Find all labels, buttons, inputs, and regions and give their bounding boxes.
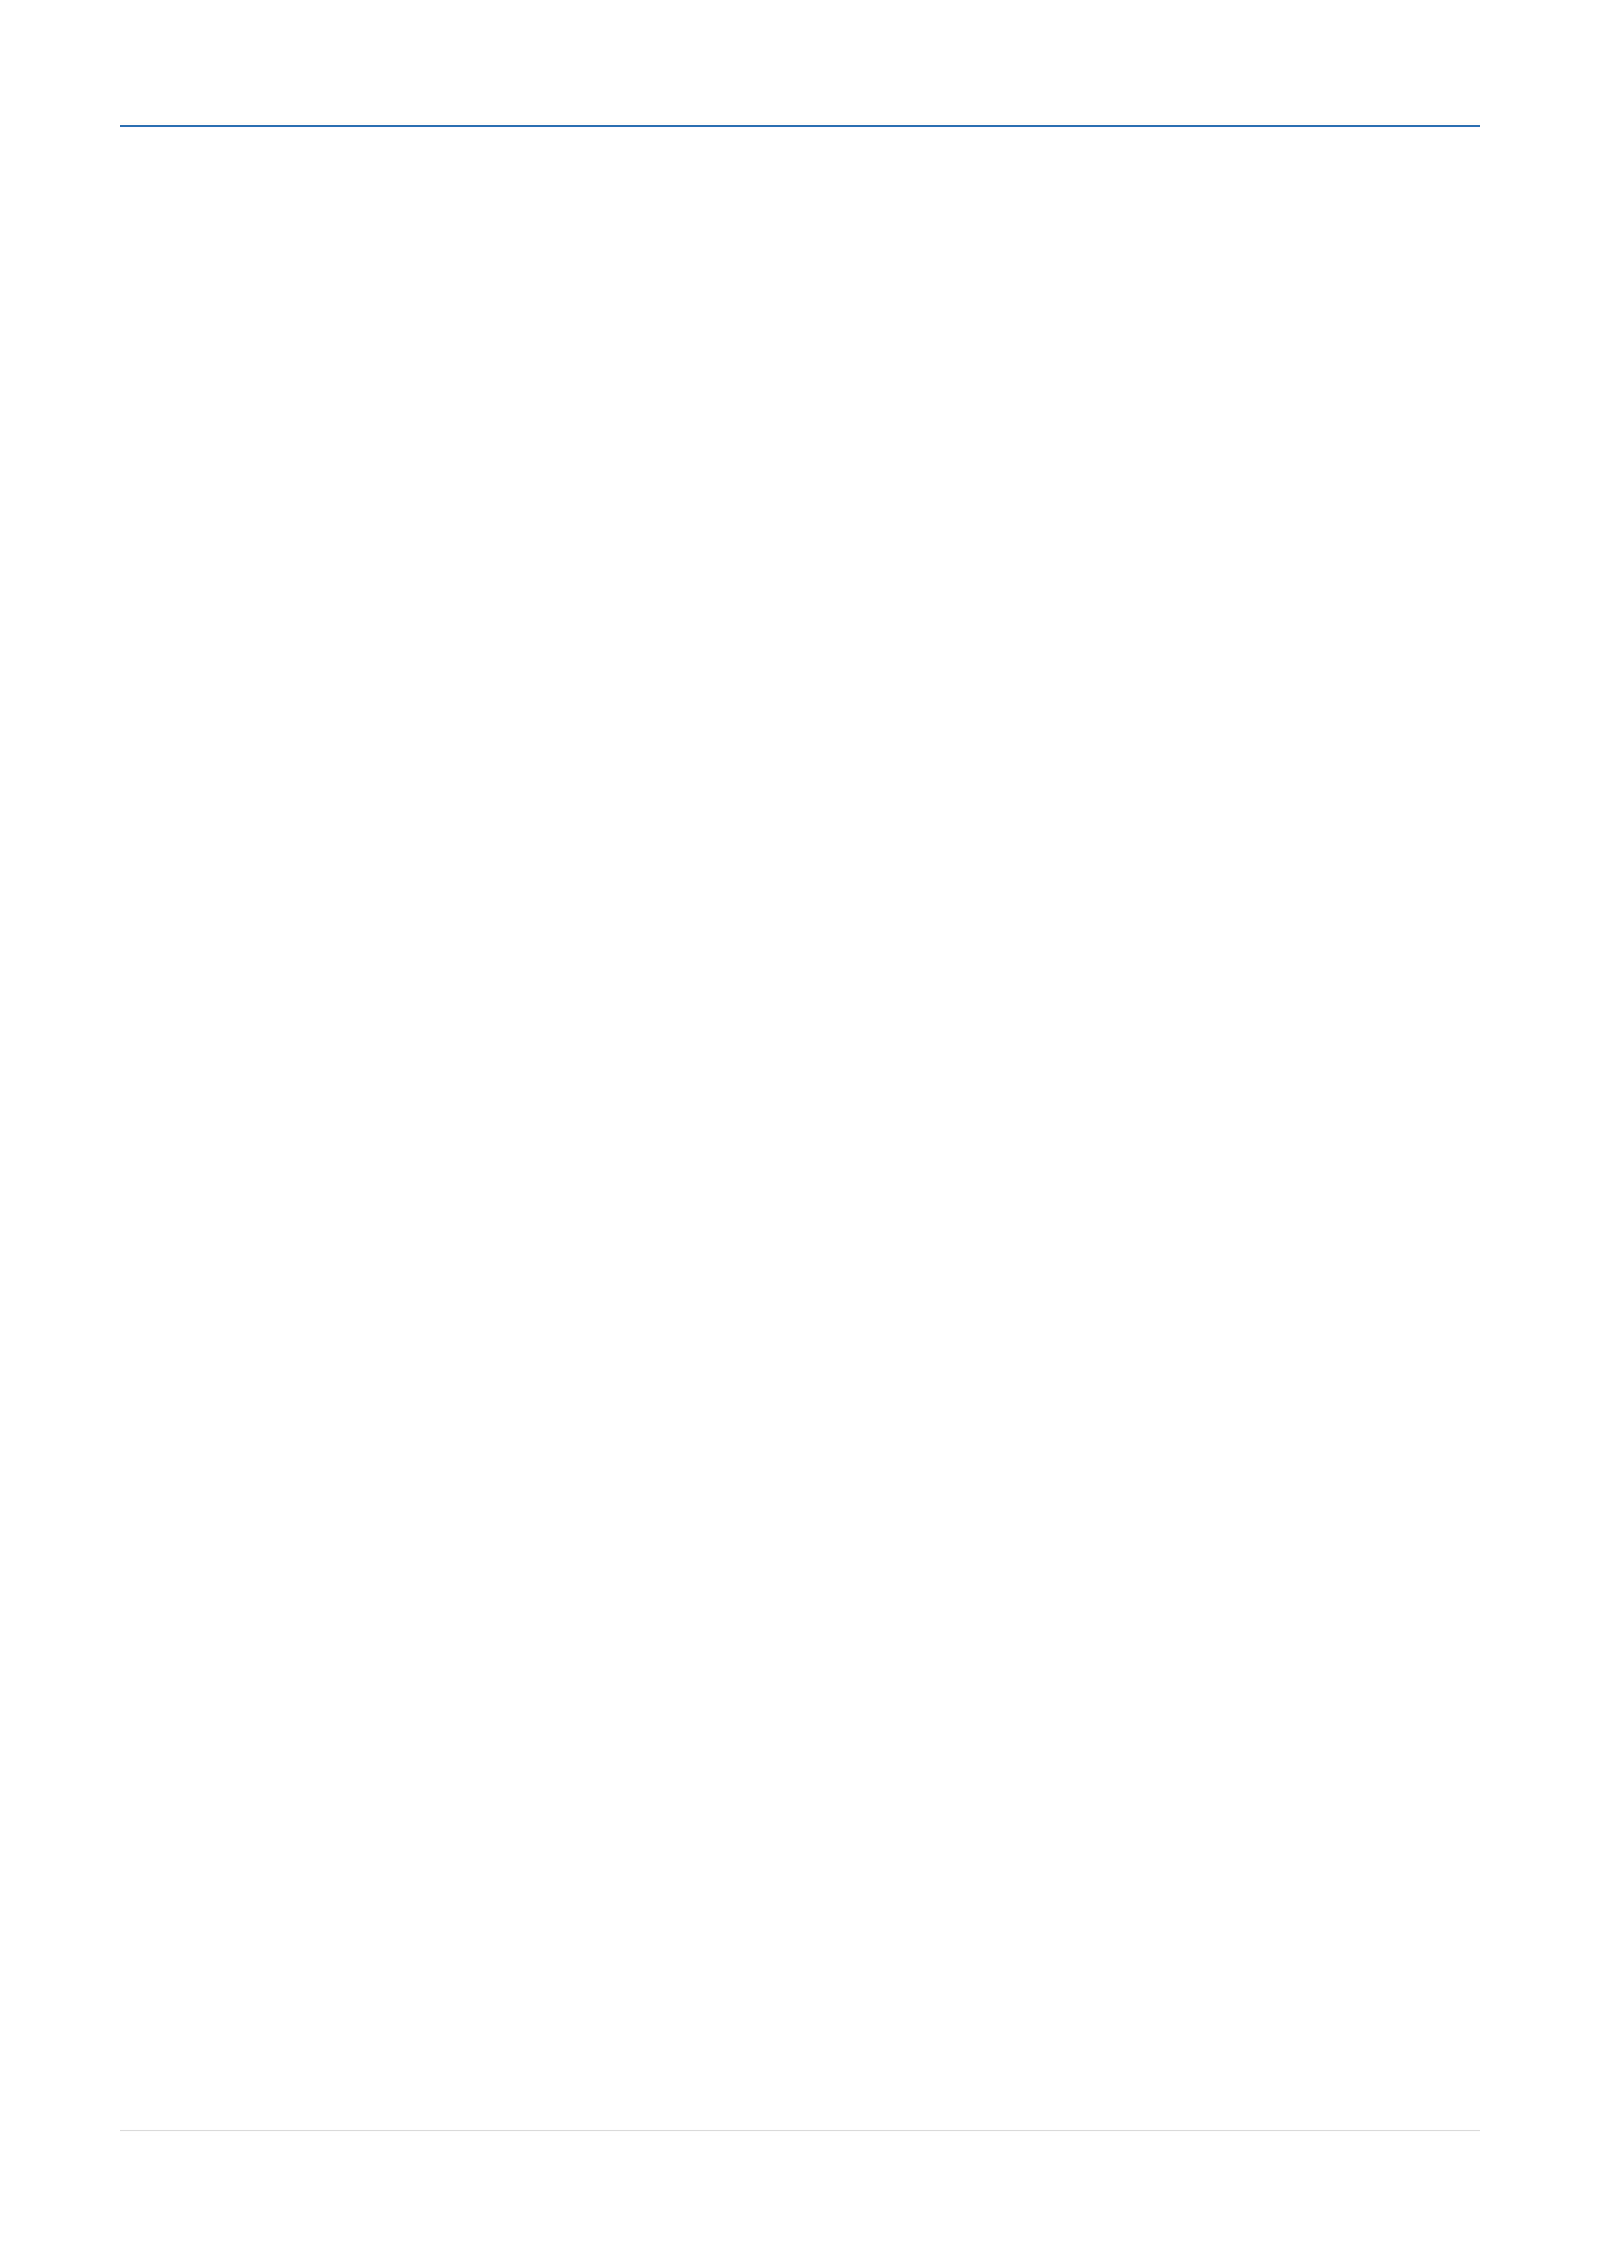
page-header <box>120 95 1480 125</box>
page-content <box>120 138 1480 156</box>
header-divider <box>120 125 1480 127</box>
page-footer <box>0 2136 1600 2168</box>
footer-divider <box>120 2130 1480 2131</box>
